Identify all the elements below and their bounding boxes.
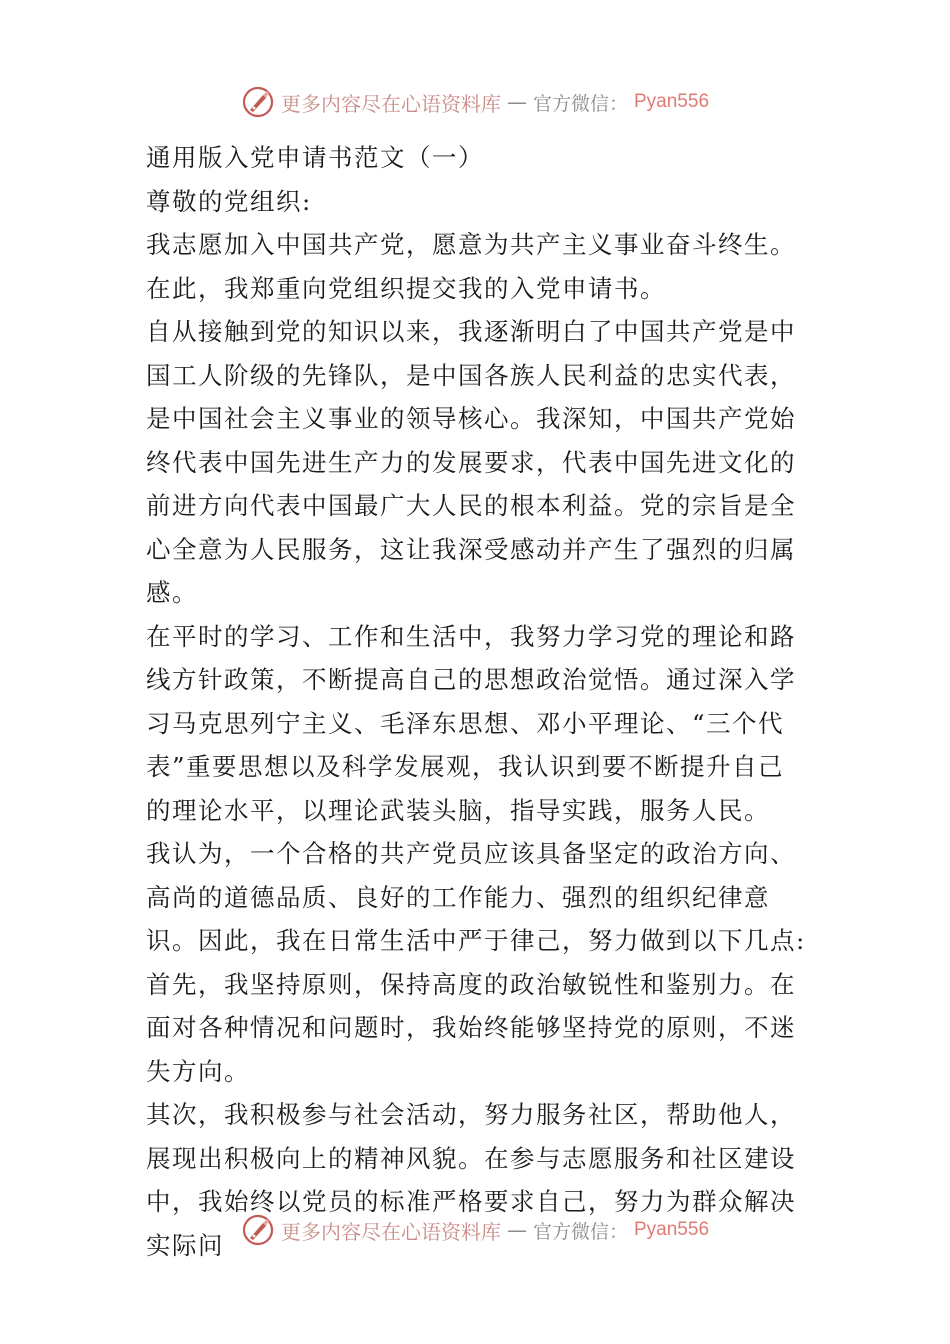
wechat-id: Pyan556 (634, 91, 710, 112)
pen-nib-logo-icon (241, 85, 275, 119)
paragraph: 自从接触到党的知识以来，我逐渐明白了中国共产党是中国工人阶级的先锋队，是中国各族人民利益的忠实代表，是中国社会主义事业的领导核心。我深知，中国共产党始终代表中国先进生产力的发展要求，代表中国先进文化的前进方向代表中国最广大人民的根本利益。党的宗旨是全心全意为人民服务，这让我深受感动并产生了强烈的归属感。 (146, 317, 796, 607)
header-banner (0, 80, 950, 124)
banner-text: 更多内容尽在心语资料库 (280, 91, 501, 116)
paragraph: 我志愿加入中国共产党，愿意为共产主义事业奋斗终生。在此，我郑重向党组织提交我的入党申请书。 (146, 230, 796, 303)
paragraph: 其次，我积极参与社会活动，努力服务社区，帮助他人，展现出积极向上的精神风貌。在参与志愿服务和社区建设中，我始终以党员的标准严格要求自己，努力为群众解决实际问 (146, 1100, 796, 1260)
pen-nib-logo-icon (241, 1213, 275, 1247)
salutation: 尊敬的党组织: (146, 186, 312, 216)
document-body (146, 136, 808, 1267)
banner-dash: — (506, 1218, 527, 1242)
banner-text: 更多内容尽在心语资料库 (280, 1219, 501, 1244)
document-title: 通用版入党申请书范文（一） (146, 143, 484, 172)
footer-banner (0, 1208, 950, 1252)
wechat-label: 官方微信： (532, 1220, 628, 1243)
paragraph: 首先，我坚持原则，保持高度的政治敏锐性和鉴别力。在面对各种情况和问题时，我始终能够坚持党的原则，不迷失方向。 (146, 969, 796, 1086)
paragraph: 我认为，一个合格的共产党员应该具备坚定的政治方向、高尚的道德品质、良好的工作能力、强烈的组织纪律意识。因此，我在日常生活中严于律己，努力做到以下几点: (146, 839, 806, 955)
paragraph: 在平时的学习、工作和生活中，我努力学习党的理论和路线方针政策，不断提高自己的思想政治觉悟。通过深入学习马克思列宁主义、毛泽东思想、邓小平理论、“三个代表”重要思想以及科学发展观，我认识到要不断提升自己的理论水平，以理论武装头脑，指导实践，服务人民。 (146, 621, 796, 825)
banner-dash: — (506, 90, 527, 114)
wechat-id: Pyan556 (634, 1219, 710, 1240)
wechat-label: 官方微信： (532, 92, 628, 115)
